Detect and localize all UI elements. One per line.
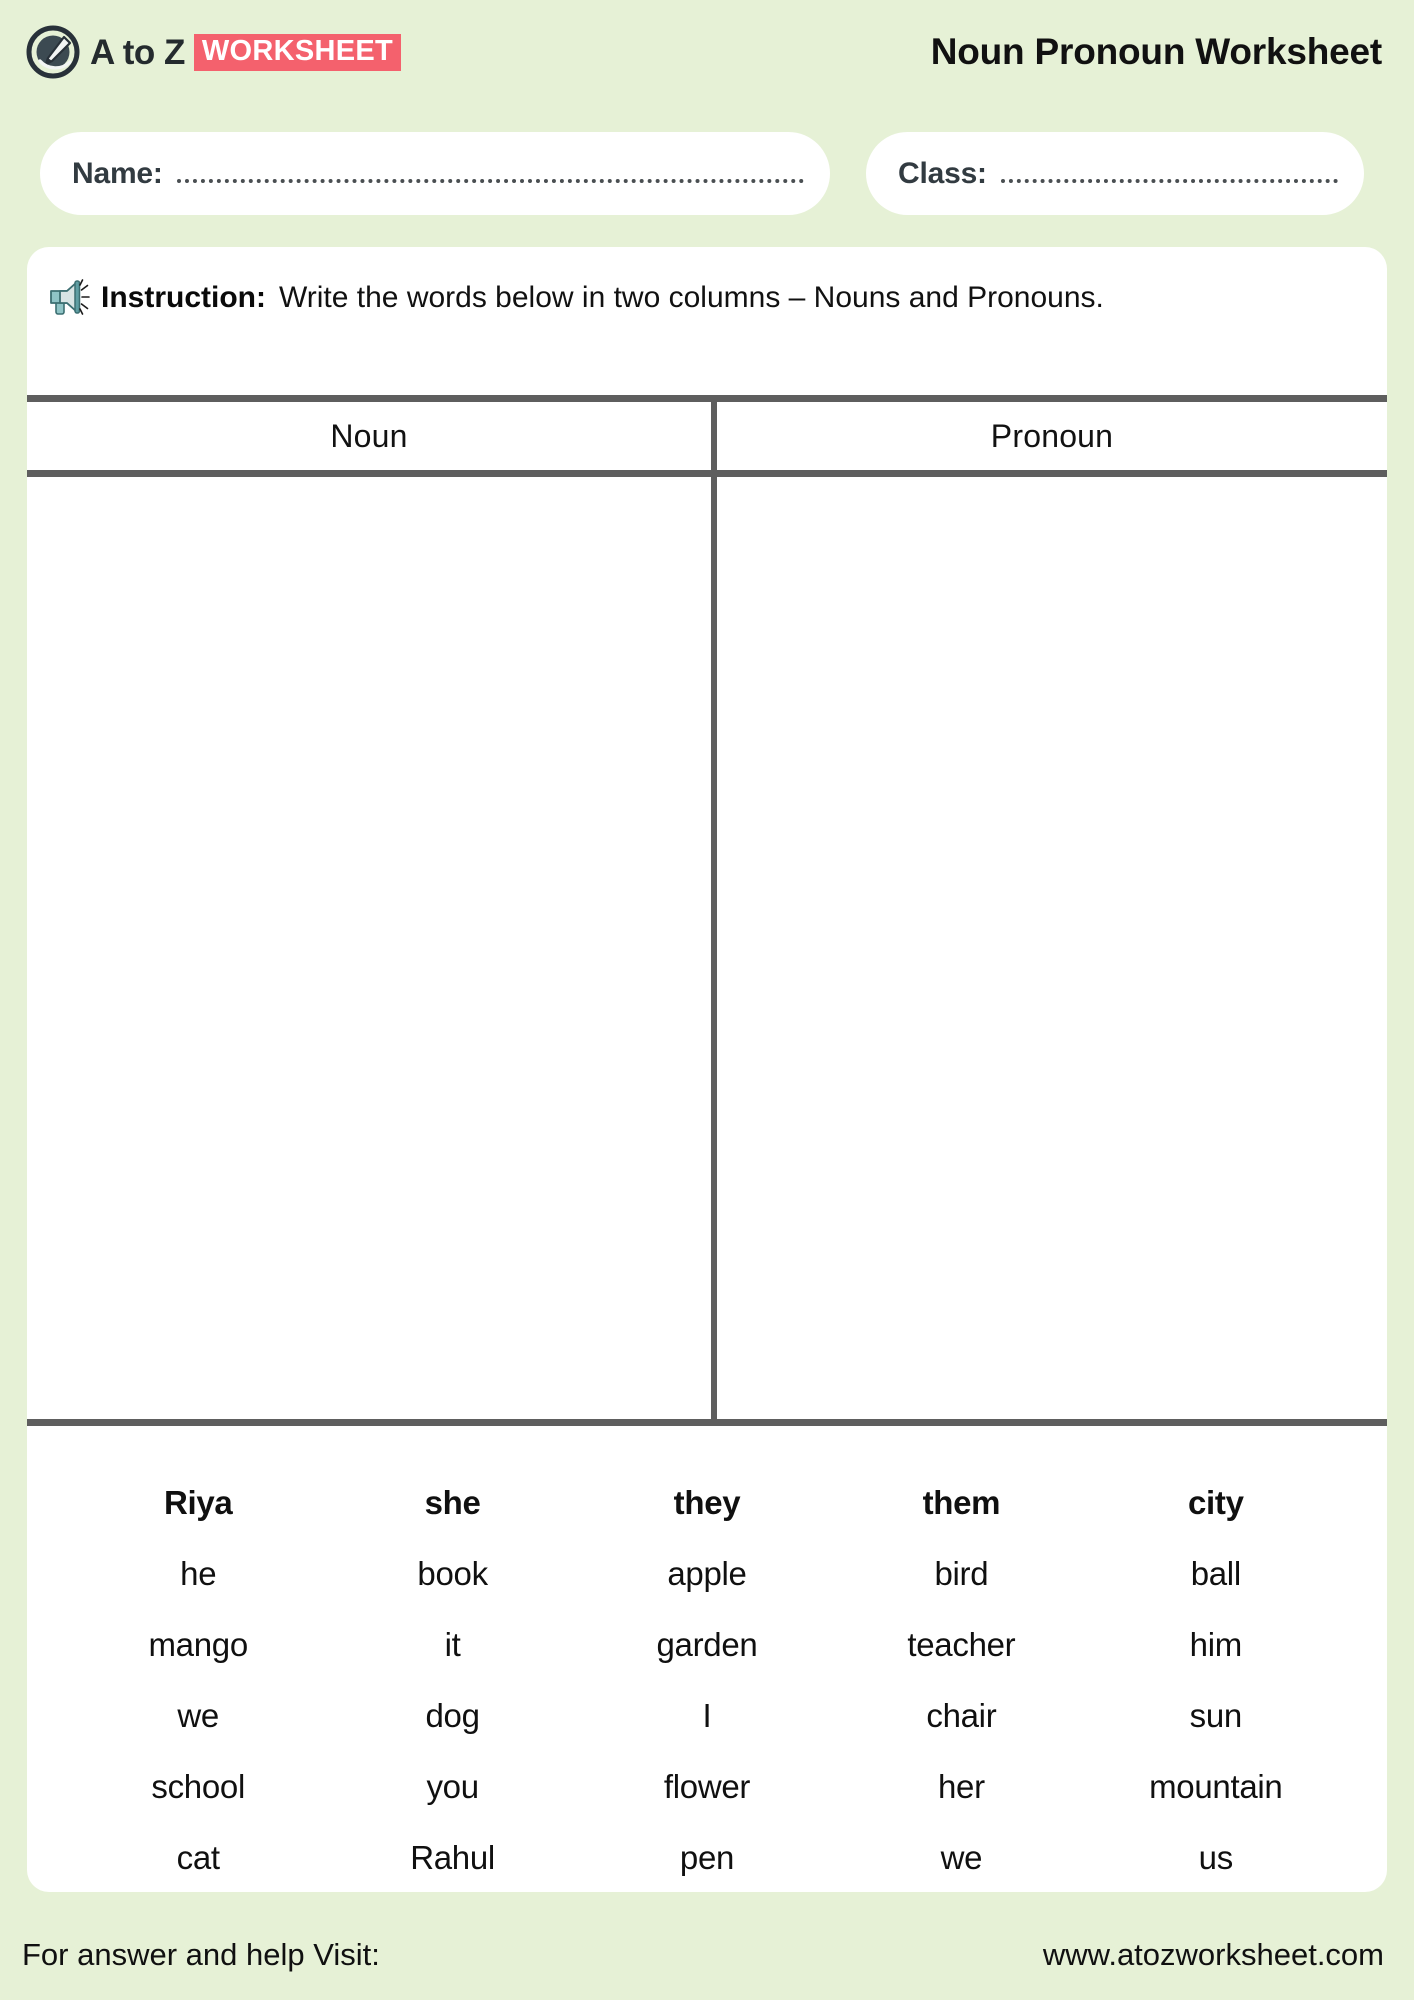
word-item: city [1187,1483,1244,1521]
word-item: her [937,1767,985,1805]
brand-badge: WORKSHEET [194,34,401,71]
word-bank-row [71,1538,1343,1609]
word-item: us [1198,1838,1233,1876]
word-bank-row [71,1822,1343,1893]
word-item: cat [176,1838,220,1876]
word-item: dog [425,1696,480,1734]
name-input-line[interactable] [177,179,804,183]
word-bank-row [71,1751,1343,1822]
column-header-pronoun-label: Pronoun [990,417,1114,454]
word-item: book [417,1554,488,1592]
answer-area-noun[interactable] [27,477,711,1419]
brand-logo [26,25,401,79]
word-item: mango [148,1625,248,1663]
word-item: ball [1190,1554,1241,1592]
instruction-row [47,269,1104,327]
word-item: pen [679,1838,735,1876]
word-item: he [180,1554,217,1592]
brand-wordmark [90,34,401,71]
word-item: Rahul [410,1838,495,1876]
word-item: teacher [907,1625,1016,1663]
page-title: Noun Pronoun Worksheet [930,31,1382,72]
column-header-pronoun [717,402,1387,470]
noun-pronoun-table [27,395,1387,1426]
word-bank-row [71,1467,1343,1538]
word-item: mountain [1149,1767,1283,1805]
name-label: Name: [72,156,163,190]
word-item: chair [926,1696,997,1734]
word-item: she [424,1483,481,1521]
name-field[interactable] [40,132,830,215]
footer-help-text: For answer and help Visit: [22,1937,380,1972]
column-header-noun-label: Noun [330,417,408,454]
word-item: I [702,1696,712,1734]
word-item: they [673,1483,741,1521]
word-item: apple [667,1554,747,1592]
word-item: you [426,1767,479,1805]
word-item: him [1189,1625,1242,1663]
word-bank [27,1433,1387,1892]
footer-website-link[interactable]: www.atozworksheet.com [1042,1937,1384,1972]
pen-circle-logo-icon [26,25,80,79]
answer-area-pronoun[interactable] [717,477,1387,1419]
brand-name: A to Z [90,32,185,72]
class-label: Class: [898,156,987,190]
word-item: school [151,1767,245,1805]
page-footer [0,1925,1414,1985]
megaphone-icon [47,278,91,318]
word-item: bird [934,1554,989,1592]
column-header-noun [27,402,711,470]
word-item: sun [1189,1696,1242,1734]
table-header-rule [27,470,1387,477]
word-item: garden [656,1625,758,1663]
instruction-text: Write the words below in two columns – Nouns and Pronouns. [279,281,1104,314]
class-field[interactable] [866,132,1364,215]
word-bank-row [71,1680,1343,1751]
student-fields-row [40,132,1374,215]
word-item: flower [663,1767,751,1805]
word-item: we [177,1696,219,1734]
class-input-line[interactable] [1001,179,1338,183]
instruction-label: Instruction: [101,281,266,314]
table-top-rule [27,395,1387,402]
worksheet-card [27,247,1387,1892]
word-item: it [444,1625,461,1663]
table-bottom-rule [27,1419,1387,1426]
word-item: Riya [163,1483,233,1521]
word-item: them [922,1483,1001,1521]
page-header [0,0,1414,104]
word-bank-row [71,1609,1343,1680]
word-item: we [940,1838,983,1876]
